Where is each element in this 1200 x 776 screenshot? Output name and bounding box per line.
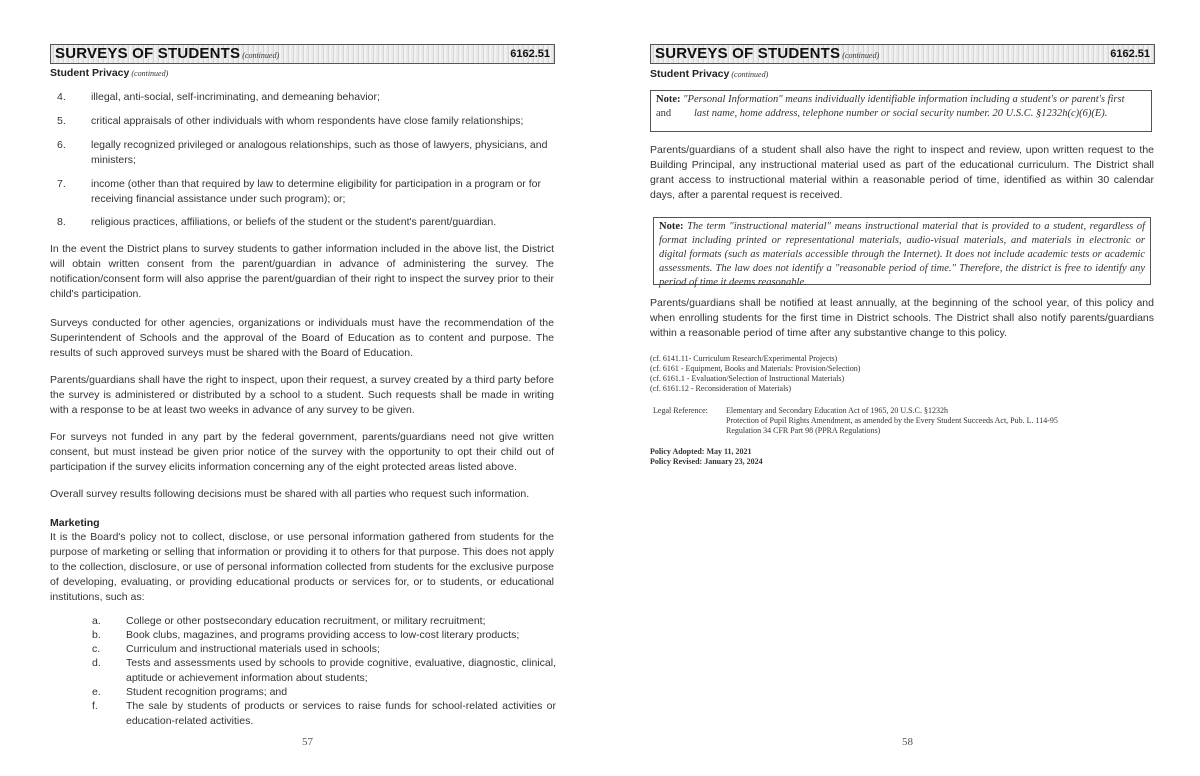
policy-adopted: Policy Adopted: May 11, 2021 bbox=[650, 447, 752, 456]
item-text: The sale by students of products or services to raise funds for school-related activities or education-related activities. bbox=[126, 700, 556, 727]
legal-reference: Regulation 34 CFR Part 98 (PPRA Regulations) bbox=[726, 426, 881, 435]
note-text: The term "instructional material" means instructional material that is provided to a student, regardless of format including printed or representational materials, audio-visual materials, and materials in electronic or digital formats (such as materials accessible through the Internet). It does not include academic tests or academic assessments. The law does not identify a "reasonable period of time." Therefore, the district is free to identify any period of time it deems reasonable. bbox=[659, 221, 1146, 288]
note-text: "Personal Information" means individually identifiable information including a student's or parent's first bbox=[683, 94, 1125, 105]
note-instructional-material bbox=[653, 217, 1151, 288]
item-number: 4. bbox=[57, 91, 66, 103]
legal-reference: Elementary and Secondary Education Act of 1965, 20 U.S.C. §1232h bbox=[726, 406, 948, 415]
section-heading-marketing: Marketing bbox=[50, 517, 100, 529]
item-letter: e. bbox=[92, 686, 101, 698]
item-letter: c. bbox=[92, 643, 101, 655]
item-text: Tests and assessments used by schools to provide cognitive, evaluative, diagnostic, clinical, aptitude or achievement information about students; bbox=[126, 657, 556, 684]
list-item bbox=[92, 642, 556, 657]
item-text: College or other postsecondary education recruitment, or military recruitment; bbox=[126, 615, 486, 627]
cross-reference: (cf. 6141.11- Curriculum Research/Experimental Projects) bbox=[650, 354, 838, 363]
list-item bbox=[57, 114, 552, 129]
cross-reference: (cf. 6161 - Equipment, Books and Materials: Provision/Selection) bbox=[650, 364, 861, 373]
note-text: last name, home address, telephone number or social security number. 20 U.S.C. §1232h(c)(6)(E). bbox=[694, 108, 1108, 119]
item-text: Book clubs, magazines, and programs providing access to low-cost literary products; bbox=[126, 629, 520, 641]
note-label: Note: bbox=[659, 221, 684, 232]
note-personal-information bbox=[650, 90, 1152, 132]
subheading-title: Student Privacy bbox=[50, 67, 130, 79]
list-item bbox=[92, 699, 556, 729]
paragraph: Surveys conducted for other agencies, organizations or individuals must have the recommendation of the Superintendent of Schools and the approval of the Board of Education as to content and purpose. The results of such approved surveys must be shared with the Board of Education. bbox=[50, 317, 554, 359]
paragraph: Overall survey results following decisions must be shared with all parties who request such information. bbox=[50, 488, 530, 500]
header-continued: (continued) bbox=[242, 51, 280, 60]
item-letter: a. bbox=[92, 615, 101, 627]
cross-reference: (cf. 6161.12 - Reconsideration of Materials) bbox=[650, 384, 792, 393]
item-number: 7. bbox=[57, 178, 66, 190]
right-page-header bbox=[650, 44, 1155, 64]
item-letter: d. bbox=[92, 657, 101, 669]
item-text: critical appraisals of other individuals with whom respondents have close family relationships; bbox=[91, 115, 524, 127]
item-number: 6. bbox=[57, 139, 66, 151]
header-title: SURVEYS OF STUDENTS bbox=[655, 45, 841, 62]
list-item bbox=[92, 685, 556, 700]
note-text: and bbox=[656, 108, 672, 119]
page-number: 57 bbox=[302, 736, 313, 748]
cross-reference: (cf. 6161.1 - Evaluation/Selection of Instructional Materials) bbox=[650, 374, 845, 383]
page-number: 58 bbox=[902, 736, 913, 748]
list-item bbox=[92, 656, 556, 686]
paragraph: Parents/guardians of a student shall also have the right to inspect and review, upon written request to the Building Principal, any instructional material used as part of the educational curriculum. The District shall grant access to instructional material within a reasonable period of time, identified as within 30 calendar days, after a parental request is received. bbox=[650, 144, 1154, 201]
item-text: income (other than that required by law to determine eligibility for participation in a program or for receiving financial assistance under such program); or; bbox=[91, 178, 541, 205]
header-title: SURVEYS OF STUDENTS bbox=[55, 45, 241, 62]
item-letter: f. bbox=[92, 700, 98, 712]
legal-reference-label: Legal Reference: bbox=[653, 406, 708, 415]
subheading bbox=[50, 67, 168, 79]
item-text: legally recognized privileged or analogous relationships, such as those of lawyers, physicians, and ministers; bbox=[91, 139, 548, 166]
subheading-continued: (continued) bbox=[131, 69, 169, 78]
subheading bbox=[650, 68, 768, 80]
legal-reference: Protection of Pupil Rights Amendment, as amended by the Every Student Succeeds Act, Pub. L. 114-95 bbox=[726, 416, 1058, 425]
subheading-title: Student Privacy bbox=[650, 68, 730, 80]
policy-code: 6162.51 bbox=[510, 48, 550, 60]
list-item bbox=[92, 614, 556, 629]
paragraph: Parents/guardians shall have the right to inspect, upon their request, a survey created by a third party before the survey is administered or distributed by a school to a student. Such requests shall be made in writing with a response to be at least two weeks in advance of any survey to be given. bbox=[50, 374, 554, 416]
list-item bbox=[57, 177, 552, 207]
item-number: 8. bbox=[57, 216, 66, 228]
right-page bbox=[600, 0, 1200, 776]
item-text: Curriculum and instructional materials used in schools; bbox=[126, 643, 380, 655]
list-item bbox=[57, 138, 552, 168]
item-text: Student recognition programs; and bbox=[126, 686, 288, 698]
note-label: Note: bbox=[656, 94, 681, 105]
policy-revised: Policy Revised: January 23, 2024 bbox=[650, 457, 763, 466]
left-page-header bbox=[50, 44, 555, 64]
paragraph: For surveys not funded in any part by the federal government, parents/guardians need not give written consent, but must instead be given prior notice of the survey with the opportunity to opt their child out of participation if the survey elicits information concerning any of the eight protected areas listed above. bbox=[50, 431, 554, 473]
policy-dates bbox=[650, 447, 950, 467]
list-item bbox=[57, 90, 552, 105]
paragraph: It is the Board's policy not to collect, disclose, or use personal information gathered from students for the purpose of marketing or selling that information or providing it to others for that purpose. This does not apply to the collection, disclosure, or use of personal information collected from students for the exclusive purpose of developing, evaluating, or providing educational products or services for, or to students, or educational institutions, such as: bbox=[50, 531, 554, 603]
item-text: illegal, anti-social, self-incriminating, and demeaning behavior; bbox=[91, 91, 380, 103]
policy-code: 6162.51 bbox=[1110, 48, 1150, 60]
legal-references bbox=[726, 406, 1146, 436]
subheading-continued: (continued) bbox=[731, 70, 769, 79]
header-continued: (continued) bbox=[842, 51, 880, 60]
cross-references bbox=[650, 354, 1050, 394]
item-number: 5. bbox=[57, 115, 66, 127]
item-text: religious practices, affiliations, or beliefs of the student or the student's parent/guardian. bbox=[91, 216, 497, 228]
paragraph: In the event the District plans to survey students to gather information included in the above list, the District will obtain written consent from the parent/guardian in advance of administering the survey. The notification/consent form will also apprise the parent/guardian of their right to inspect the survey prior to their child's participation. bbox=[50, 243, 554, 300]
item-letter: b. bbox=[92, 629, 101, 641]
paragraph: Parents/guardians shall be notified at least annually, at the beginning of the school year, of this policy and when enrolling students for the first time in District schools. The District shall also notify parents/guardians within a reasonable period of time after any substantive change to this policy. bbox=[650, 297, 1154, 339]
list-item bbox=[57, 215, 552, 230]
list-item bbox=[92, 628, 556, 643]
